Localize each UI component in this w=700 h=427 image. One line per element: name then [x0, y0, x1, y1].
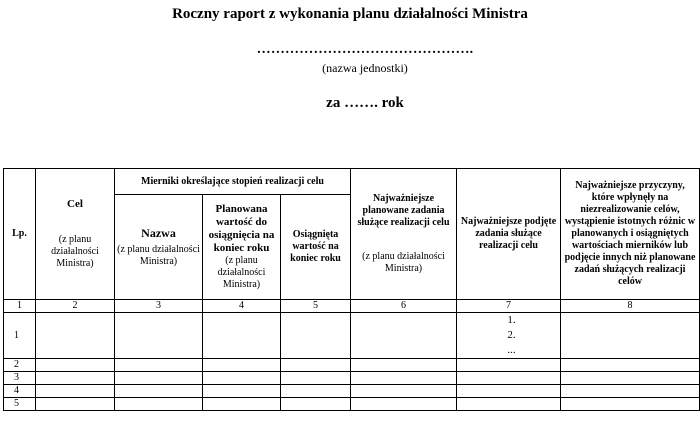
- table-cell: [351, 313, 457, 359]
- header-cel-note: (z planu działalności Ministra): [51, 233, 99, 269]
- table-cell: [561, 313, 700, 359]
- table-cell: [203, 313, 281, 359]
- report-table: [3, 168, 700, 411]
- header-mierniki-group: Mierniki określające stopień realizacji celu: [115, 169, 351, 195]
- header-lp: Lp.: [4, 169, 36, 300]
- table-cell: [281, 313, 351, 359]
- column-number: 6: [351, 300, 457, 313]
- table-row: [4, 313, 700, 359]
- report-title: Roczny raport z wykonania planu działalności Ministra: [172, 6, 528, 22]
- report-year-line: [0, 95, 700, 112]
- header-nazwa-note: (z planu działalności Ministra): [117, 244, 200, 268]
- column-number: 4: [203, 300, 281, 313]
- table-cell: [115, 313, 203, 359]
- table-row: [4, 372, 700, 385]
- column-number: 7: [457, 300, 561, 313]
- year-prefix: za: [326, 95, 341, 111]
- year-suffix: rok: [381, 95, 404, 111]
- table-row: [4, 398, 700, 411]
- row-lp: 5: [4, 398, 36, 411]
- task-item: 2.: [507, 329, 516, 341]
- row-lp: 2: [4, 359, 36, 372]
- task-list: [459, 313, 558, 358]
- header-przyczyny: Najważniejsze przyczyny, które wpłynęły na niezrealizowanie celów, wystąpienie istotnych różnic w planowanych i osiągniętych wartościach mierników lub podjęcie innych niż planowane zadań służących realizacji celów: [561, 169, 700, 300]
- column-number: 2: [36, 300, 115, 313]
- table-row: [4, 385, 700, 398]
- tasks-cell: [457, 313, 561, 359]
- header-zadania-planowane: Najważniejsze planowane zadania służące realizacji celu (z planu działalności Ministra): [351, 169, 457, 300]
- header-planowana-note: (z planu działalności Ministra): [217, 255, 266, 291]
- column-number: 3: [115, 300, 203, 313]
- row-lp: 1: [4, 313, 36, 359]
- header-nazwa: Nazwa (z planu działalności Ministra): [115, 195, 203, 300]
- task-item: ...: [507, 344, 516, 356]
- header-zadania-podjete: Najważniejsze podjęte zadania służące realizacji celu: [457, 169, 561, 300]
- header-cel: Cel (z planu działalności Ministra): [36, 169, 115, 300]
- column-number: 5: [281, 300, 351, 313]
- unit-name-caption: (nazwa jednostki): [322, 61, 408, 75]
- header-zadania-planowane-note: (z planu działalności Ministra): [362, 251, 445, 274]
- column-number: 8: [561, 300, 700, 313]
- header-planowana: Planowana wartość do osiągnięcia na koniec roku (z planu działalności Ministra): [203, 195, 281, 300]
- column-number: 1: [4, 300, 36, 313]
- header-osiagnieta: Osiągnięta wartość na koniec roku: [281, 195, 351, 300]
- row-lp: 4: [4, 385, 36, 398]
- column-number-row: [4, 300, 700, 313]
- year-placeholder: …….: [344, 95, 378, 111]
- table-row: [4, 359, 700, 372]
- table-cell: [36, 313, 115, 359]
- unit-name-placeholder: ……………………………………….: [256, 42, 474, 57]
- row-lp: 3: [4, 372, 36, 385]
- task-item: 1.: [507, 314, 516, 326]
